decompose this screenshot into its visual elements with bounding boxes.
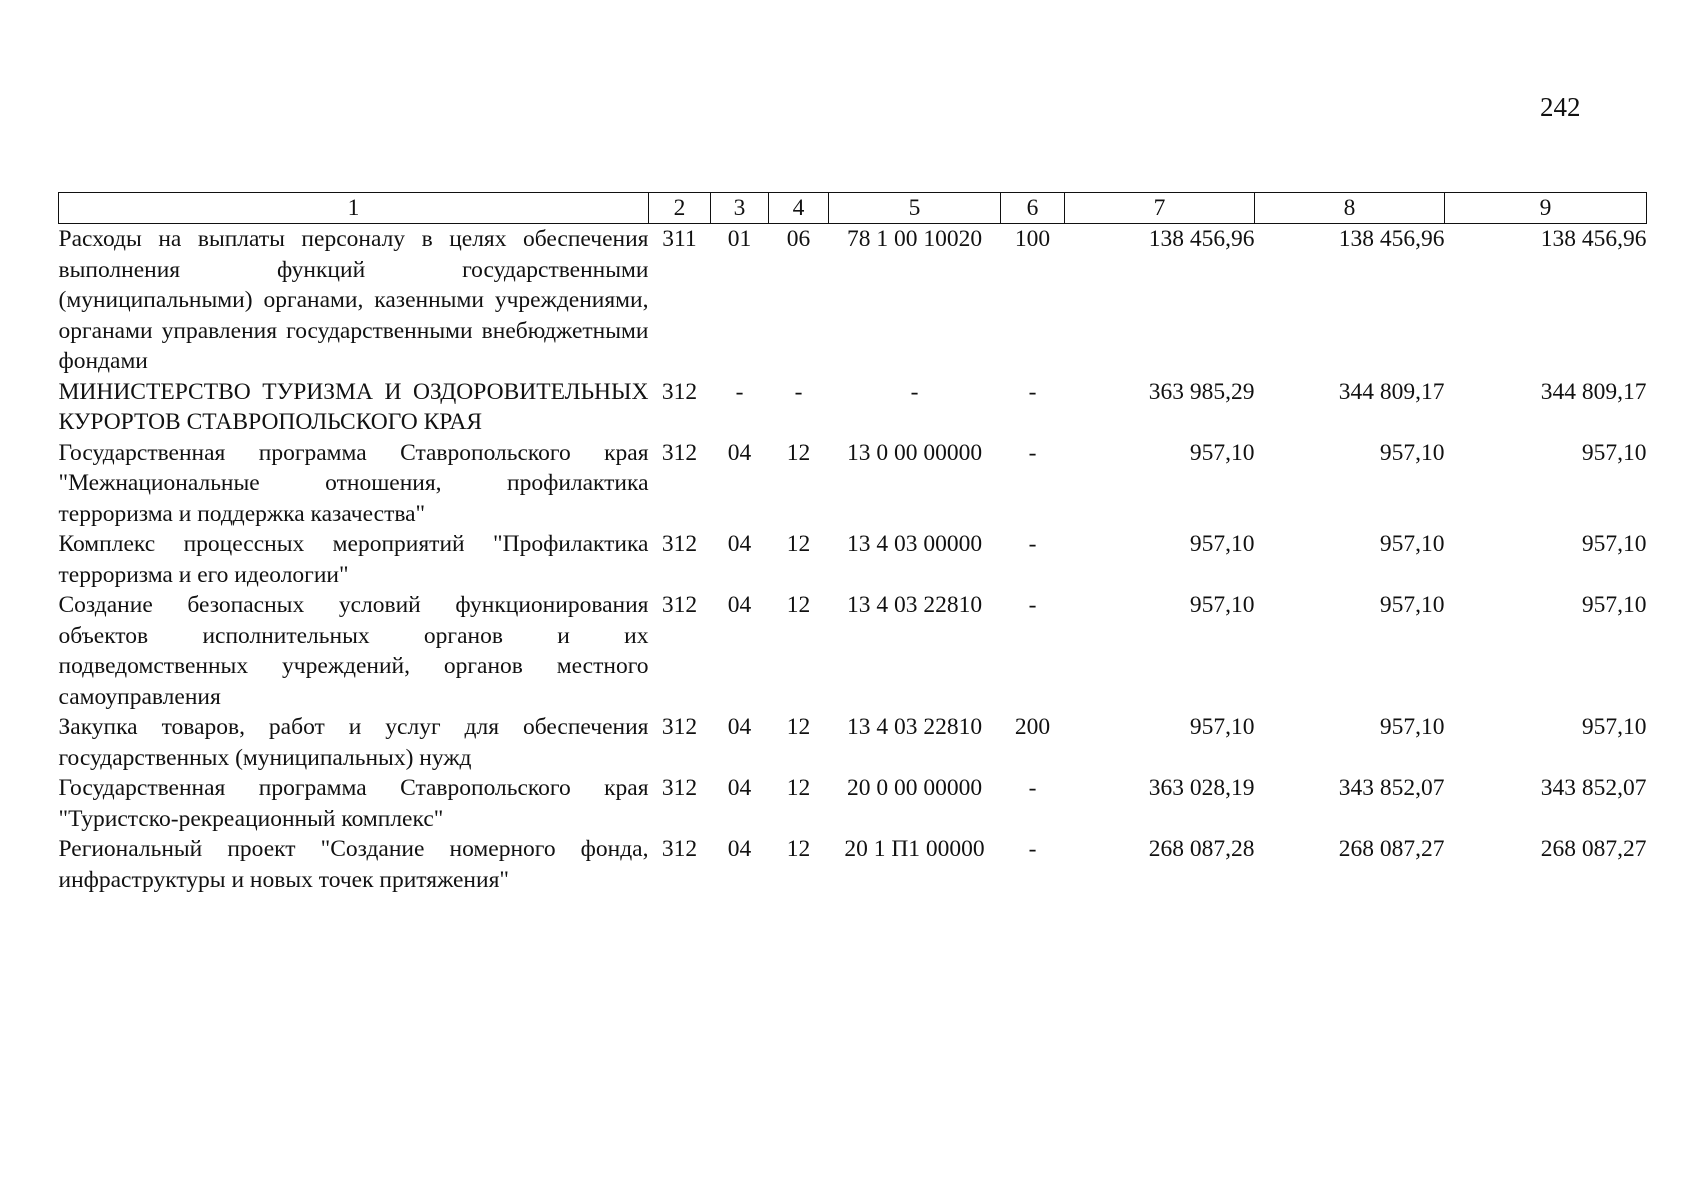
row-col-7: 363 028,19: [1148, 775, 1255, 801]
row-col-6: -: [1028, 775, 1037, 801]
header-col-1: 1: [59, 193, 649, 224]
row-col-4: -: [794, 378, 803, 405]
table-row: [59, 224, 1647, 377]
row-col-4: 12: [786, 592, 811, 618]
row-col-9: 957,10: [1581, 714, 1647, 740]
row-col-5: 20 1 П1 00000: [844, 836, 985, 862]
row-col-5: 13 0 00 00000: [846, 439, 983, 466]
row-col-8: 343 852,07: [1338, 775, 1445, 801]
table-row: [59, 773, 1647, 834]
table-row: [59, 834, 1647, 895]
row-col-2: 312: [661, 592, 698, 618]
row-col-9: 268 087,27: [1540, 836, 1647, 862]
row-col-3: 04: [727, 439, 752, 466]
row-col-7: 957,10: [1189, 592, 1255, 618]
row-col-3: 04: [727, 714, 752, 740]
header-col-9: 9: [1445, 193, 1647, 224]
header-col-2: 2: [649, 193, 711, 224]
header-col-4: 4: [769, 193, 829, 224]
row-col-4: 06: [786, 226, 811, 252]
row-col-8: 957,10: [1379, 531, 1445, 557]
row-col-8: 138 456,96: [1338, 226, 1445, 252]
row-name: МИНИСТЕРСТВО ТУРИЗМА И ОЗДОРОВИТЕЛЬНЫХ КУРОРТОВ СТАВРОПОЛЬСКОГО КРАЯ: [58, 378, 649, 435]
row-col-4: 12: [786, 836, 811, 862]
header-col-3: 3: [711, 193, 769, 224]
row-col-3: 04: [727, 836, 752, 862]
row-col-6: -: [1028, 378, 1037, 405]
row-col-2: 312: [661, 714, 698, 740]
table-row: [59, 377, 1647, 438]
row-col-2: 311: [662, 226, 697, 252]
row-col-7: 138 456,96: [1148, 226, 1255, 252]
row-col-3: -: [735, 378, 744, 405]
row-col-8: 957,10: [1379, 439, 1445, 466]
header-col-6: 6: [1001, 193, 1065, 224]
row-col-3: 01: [727, 226, 752, 252]
row-col-6: -: [1028, 836, 1037, 862]
row-col-3: 04: [727, 775, 752, 801]
row-name: Региональный проект "Создание номерного фонда, инфраструктуры и новых точек притяжения": [58, 836, 649, 893]
header-col-7: 7: [1065, 193, 1255, 224]
row-col-4: 12: [786, 439, 811, 466]
row-col-7: 957,10: [1189, 531, 1255, 557]
row-col-8: 957,10: [1379, 592, 1445, 618]
row-col-8: 957,10: [1379, 714, 1445, 740]
row-col-5: 13 4 03 22810: [846, 592, 983, 618]
table-row: [59, 438, 1647, 530]
row-col-3: 04: [727, 531, 752, 557]
row-name: Создание безопасных условий функционирования объектов исполнительных органов и их подведомственных учреждений, органов местного самоуправления: [58, 592, 649, 710]
row-name: Расходы на выплаты персоналу в целях обеспечения выполнения функций государственными (муниципальными) органами, казенными учреждениями, органами управления государственными внебюджетными фондами: [58, 226, 649, 374]
row-col-5: 78 1 00 10020: [846, 226, 983, 252]
row-col-6: 200: [1014, 714, 1051, 740]
row-col-7: 957,10: [1189, 439, 1255, 466]
row-col-7: 363 985,29: [1148, 378, 1255, 405]
row-col-9: 957,10: [1581, 592, 1647, 618]
row-col-2: 312: [661, 378, 698, 405]
table-row: [59, 590, 1647, 712]
row-name: Закупка товаров, работ и услуг для обеспечения государственных (муниципальных) нужд: [58, 714, 649, 771]
budget-table: [58, 192, 1647, 895]
row-col-7: 957,10: [1189, 714, 1255, 740]
row-col-5: -: [910, 378, 919, 405]
row-name: Комплекс процессных мероприятий "Профилактика терроризма и его идеологии": [58, 531, 649, 588]
header-row: [59, 193, 1647, 224]
row-col-9: 957,10: [1581, 439, 1647, 466]
row-name: Государственная программа Ставропольского края "Межнациональные отношения, профилактика терроризма и поддержка казачества": [58, 439, 649, 527]
row-col-5: 20 0 00 00000: [846, 775, 983, 801]
row-col-6: -: [1028, 592, 1037, 618]
row-col-2: 312: [661, 775, 698, 801]
row-col-4: 12: [786, 714, 811, 740]
table-row: [59, 529, 1647, 590]
row-col-9: 138 456,96: [1540, 226, 1647, 252]
row-col-6: 100: [1014, 226, 1051, 252]
row-col-4: 12: [786, 531, 811, 557]
row-col-9: 957,10: [1581, 531, 1647, 557]
row-col-8: 268 087,27: [1338, 836, 1445, 862]
row-col-7: 268 087,28: [1148, 836, 1255, 862]
table-row: [59, 712, 1647, 773]
row-name: Государственная программа Ставропольского края "Туристско-рекреационный комплекс": [58, 775, 649, 832]
row-col-2: 312: [661, 836, 698, 862]
row-col-2: 312: [661, 531, 698, 557]
row-col-2: 312: [661, 439, 698, 466]
row-col-4: 12: [786, 775, 811, 801]
page-number: 242: [1540, 92, 1581, 122]
row-col-6: -: [1028, 531, 1037, 557]
header-col-8: 8: [1255, 193, 1445, 224]
row-col-6: -: [1028, 439, 1037, 466]
header-col-5: 5: [829, 193, 1001, 224]
row-col-9: 343 852,07: [1540, 775, 1647, 801]
row-col-5: 13 4 03 22810: [846, 714, 983, 740]
row-col-3: 04: [727, 592, 752, 618]
row-col-8: 344 809,17: [1338, 378, 1445, 405]
row-col-9: 344 809,17: [1540, 378, 1647, 405]
row-col-5: 13 4 03 00000: [846, 531, 983, 557]
